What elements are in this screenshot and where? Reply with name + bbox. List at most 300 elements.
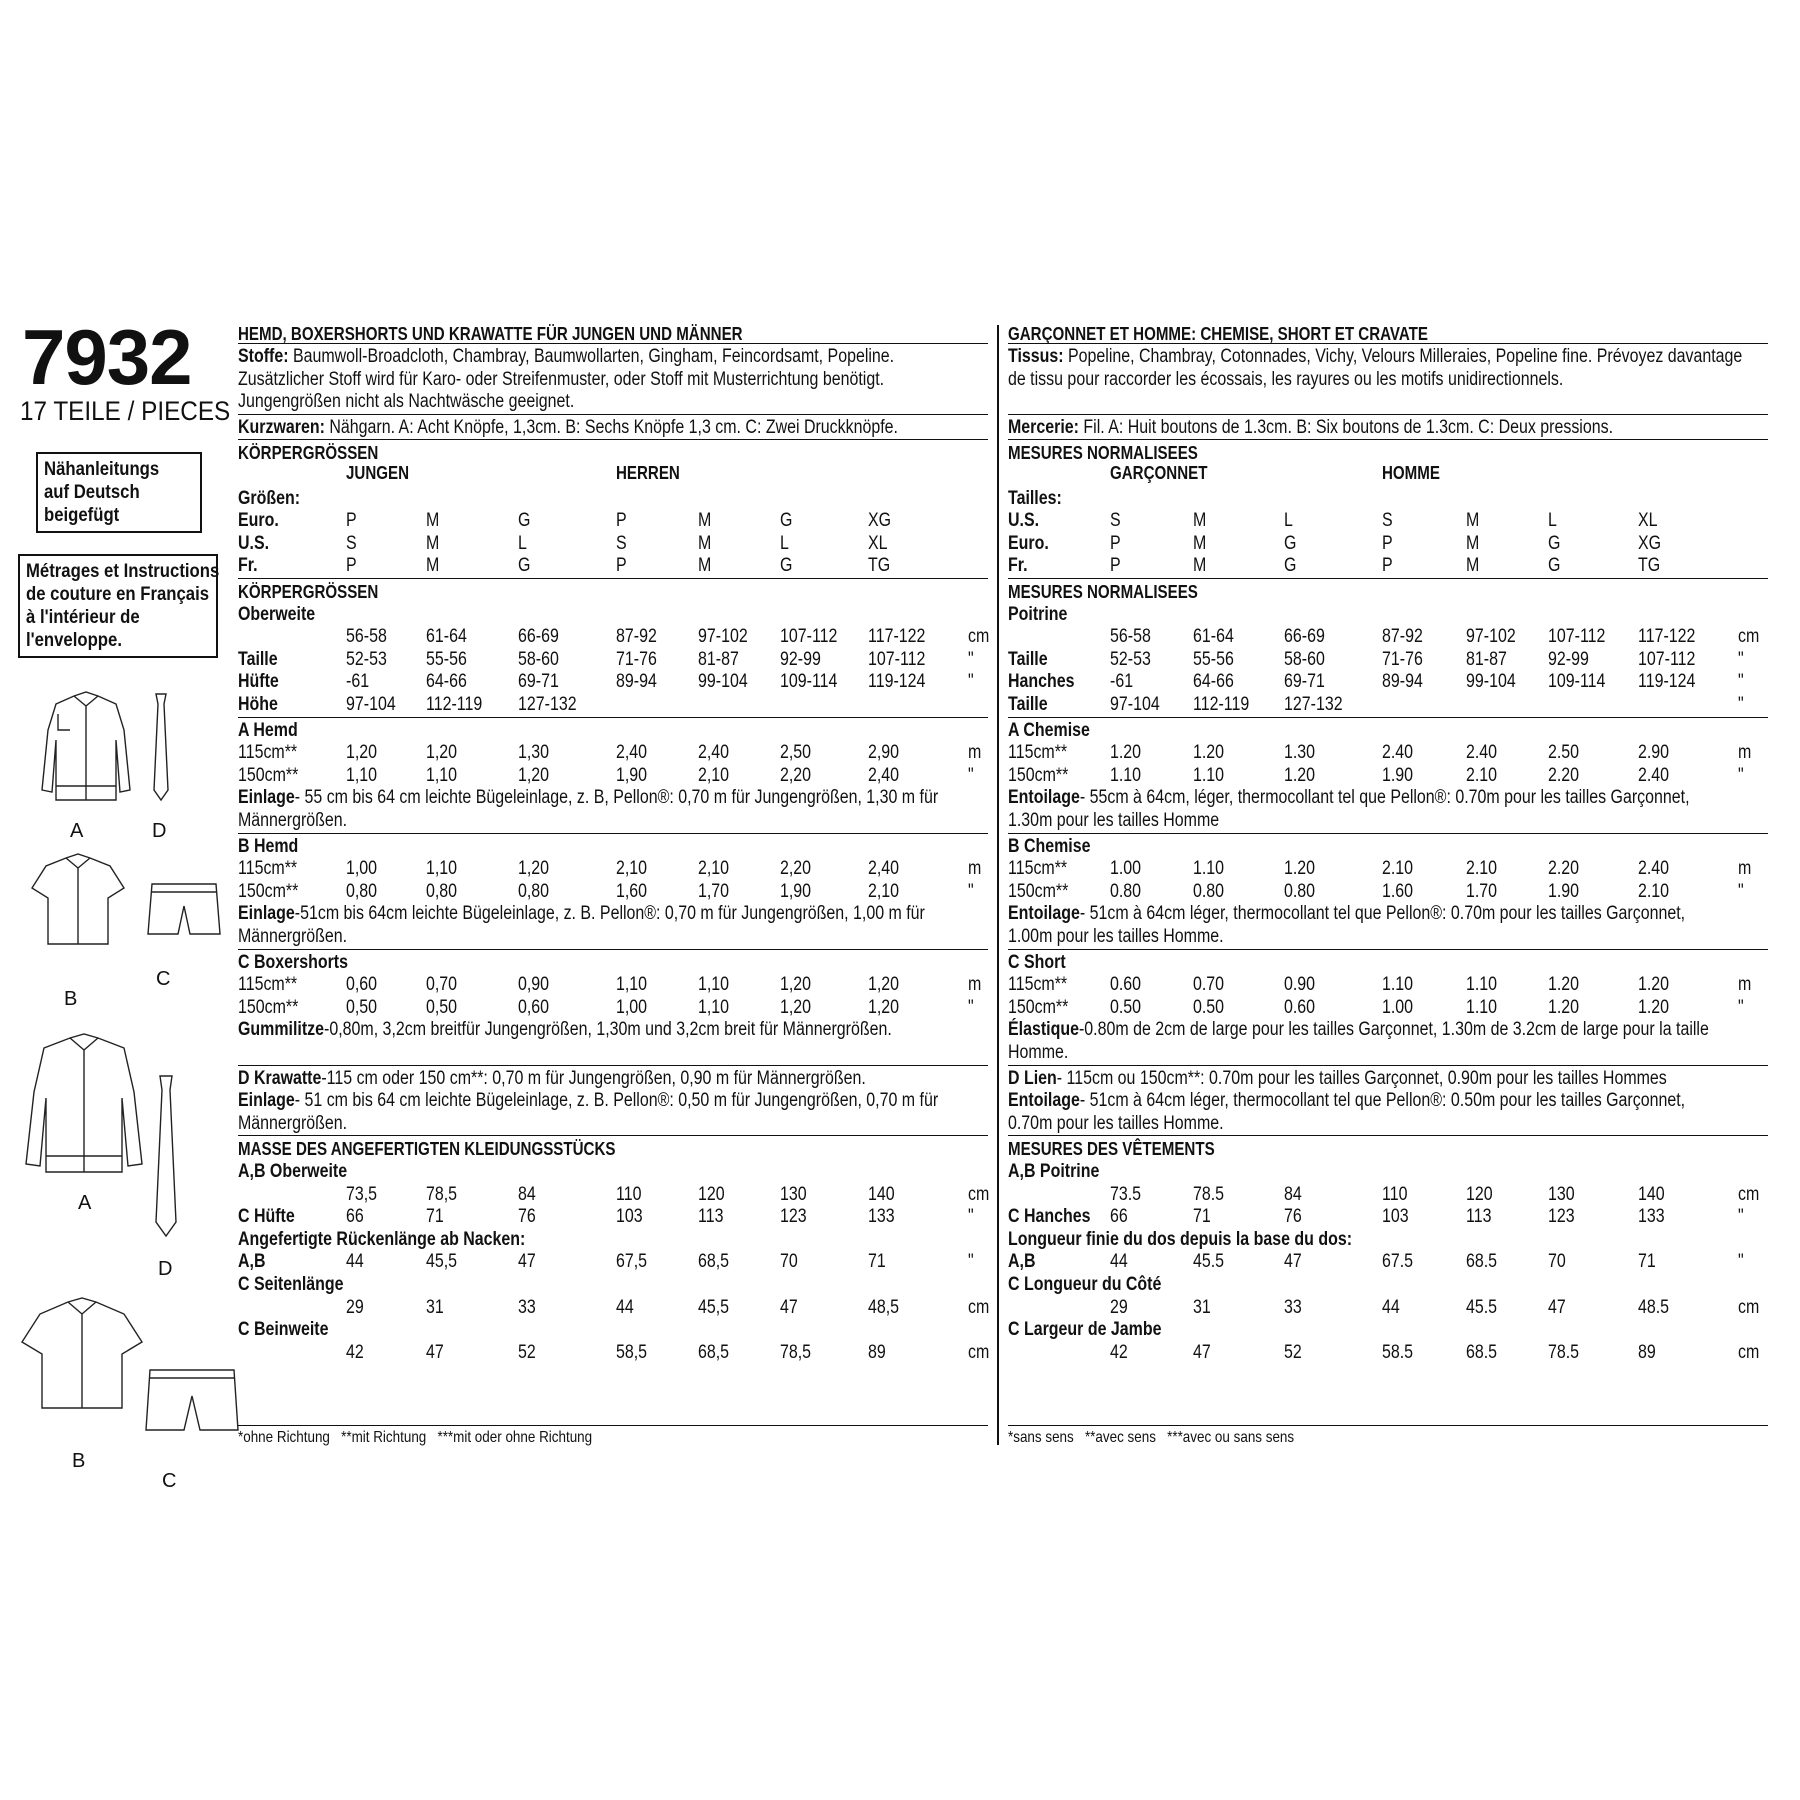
size-row-value: P — [616, 510, 627, 532]
size-row-value: G — [780, 555, 793, 577]
measure-row-unit: " — [1738, 648, 1744, 670]
pattern-number: 7932 — [22, 313, 192, 401]
measure-row-value: 127-132 — [518, 694, 577, 715]
yardage-row-value: 1.00 — [1110, 858, 1142, 880]
measure-row-label: Taille — [1008, 648, 1048, 670]
measure-row-value: 55-56 — [426, 648, 467, 670]
fabrics-line: Jungengrößen nicht als Nachtwäsche geeignet. — [238, 391, 575, 413]
finished-label: Angefertigte Rückenlänge ab Nacken: — [238, 1228, 526, 1250]
yardage-row-value: 2,40 — [616, 742, 648, 764]
finished-row-value: 70 — [780, 1251, 798, 1273]
finished-row-unit: cm — [968, 1296, 990, 1318]
finished-row-label: C Hüfte — [238, 1206, 295, 1228]
yardage-row-unit: " — [1738, 764, 1744, 786]
view-label: A — [78, 1192, 92, 1214]
measure-row-value: 97-102 — [1466, 626, 1516, 648]
finished-row-value: 73.5 — [1110, 1183, 1142, 1205]
finished-row-value: 84 — [1284, 1183, 1302, 1205]
elastic — [238, 1019, 892, 1041]
yardage-row-value: 0,80 — [426, 880, 458, 902]
finished-row-value: 47 — [518, 1251, 536, 1273]
finished-row-value: 44 — [346, 1251, 364, 1273]
yardage-row-value: 1.00 — [1382, 996, 1414, 1018]
size-row-value: M — [426, 555, 440, 577]
size-row-value: XG — [868, 510, 892, 532]
view-label: B — [72, 1450, 86, 1472]
size-row-value: S — [1382, 510, 1393, 532]
finished-row-unit: " — [1738, 1251, 1744, 1273]
size-row-label: U.S. — [1008, 510, 1040, 532]
measure-row-value: 71-76 — [1382, 648, 1423, 670]
measure-row-value: 117-122 — [1638, 626, 1696, 648]
sizes-label: Tailles: — [1008, 487, 1062, 509]
view-label: C — [156, 968, 171, 990]
yardage-row-value: 1,00 — [346, 858, 378, 880]
fabrics-label: Tissus: — [1008, 346, 1064, 367]
interfacing — [238, 787, 938, 809]
finished-measurements-heading: MESURES DES VÊTEMENTS — [1008, 1139, 1215, 1160]
finished-row-value: 66 — [346, 1206, 364, 1228]
size-row-value: M — [698, 532, 712, 554]
finished-row-value: 76 — [1284, 1206, 1302, 1228]
measure-row-value: 89-94 — [1382, 671, 1423, 693]
finished-row-value: 84 — [518, 1183, 536, 1205]
finished-row-value: 120 — [698, 1183, 725, 1205]
notions-text: Fil. A: Huit boutons de 1.3cm. B: Six boutons de 1.3cm. C: Deux pressions. — [1078, 416, 1614, 438]
finished-row-value: 66 — [1110, 1206, 1128, 1228]
elastic — [1008, 1019, 1709, 1041]
yardage-row-value: 1,20 — [518, 764, 550, 786]
view-b-heading: B Chemise — [1008, 835, 1091, 857]
measure-row-value: 107-112 — [1548, 626, 1606, 648]
finished-row-value: 89 — [868, 1341, 886, 1363]
measure-row-unit: cm — [1738, 626, 1760, 648]
fr-box-line: de couture en Français — [26, 584, 210, 605]
finished-row-value: 31 — [426, 1296, 444, 1318]
size-row-value: G — [518, 510, 531, 532]
section-rule — [238, 439, 988, 440]
interfacing-label: Einlage — [238, 1090, 295, 1112]
finished-row-value: 113 — [1466, 1206, 1492, 1228]
finished-row-value: 89 — [1638, 1341, 1656, 1363]
measure-row-value: 61-64 — [1193, 626, 1234, 648]
interfacing-text: - 51cm à 64cm léger, thermocollant tel que Pellon®: 0.70m pour les tailles Garçonnet, — [1079, 903, 1686, 925]
yardage-row-value: 0,80 — [346, 880, 378, 902]
measure-row-value: 119-124 — [868, 671, 926, 693]
finished-row-value: 78.5 — [1548, 1341, 1580, 1363]
measure-row-value: 58-60 — [1284, 648, 1325, 670]
yardage-row-value: 2,90 — [868, 742, 900, 764]
interfacing-text: - 55cm à 64cm, léger, thermocollant tel que Pellon®: 0.70m pour les tailles Garçonnet, — [1079, 787, 1690, 809]
view-c-heading: C Boxershorts — [238, 951, 348, 973]
size-row-value: TG — [868, 555, 891, 577]
interfacing-label: Entoilage — [1008, 1090, 1080, 1112]
finished-row-value: 33 — [518, 1296, 536, 1318]
yardage-row-value: 1.10 — [1193, 764, 1225, 786]
size-row-value: M — [426, 532, 440, 554]
yardage-row-value: 0,80 — [518, 880, 550, 902]
interfacing-line: 1.30m pour les tailles Homme — [1008, 810, 1220, 831]
finished-row-value: 120 — [1466, 1183, 1493, 1205]
fabrics-text: Baumwoll-Broadcloth, Chambray, Baumwollarten, Gingham, Feincordsamt, Popeline. — [288, 346, 895, 367]
finished-row-value: 123 — [1548, 1206, 1575, 1228]
elastic-line: Homme. — [1008, 1042, 1069, 1063]
group-men-heading: HOMME — [1382, 463, 1440, 484]
section-rule — [238, 717, 988, 718]
section-title: HEMD, BOXERSHORTS UND KRAWATTE FÜR JUNGEN UND MÄNNER — [238, 324, 743, 344]
finished-label: Longueur finie du dos depuis la base du dos: — [1008, 1228, 1353, 1250]
finished-row-value: 58,5 — [616, 1341, 648, 1363]
section-rule — [1008, 343, 1768, 344]
yardage-row-value: 1.20 — [1193, 742, 1225, 764]
yardage-row-label: 115cm** — [238, 858, 298, 880]
fr-box-line: à l'intérieur de — [26, 607, 140, 628]
yardage-row-value: 0,60 — [346, 974, 378, 996]
group-men-heading: HERREN — [616, 463, 680, 484]
size-row-value: P — [616, 555, 627, 577]
measure-row-value: 99-104 — [1466, 671, 1516, 693]
measure-row-unit: " — [968, 648, 974, 670]
finished-row-value: 123 — [780, 1206, 807, 1228]
tie-yardage — [1008, 1068, 1667, 1090]
size-row-value: M — [698, 555, 712, 577]
fabrics — [238, 346, 894, 368]
interfacing — [238, 1090, 938, 1112]
yardage-row-unit: " — [1738, 880, 1744, 902]
elastic-text: -0,80m, 3,2cm breitfür Jungengrößen, 1,30m und 3,2cm breit für Männergrößen. — [324, 1019, 892, 1041]
column-divider — [997, 325, 999, 1445]
measure-row-value: 92-99 — [780, 648, 821, 670]
finished-row-value: 103 — [616, 1206, 643, 1228]
measure-row-value: 97-102 — [698, 626, 748, 648]
body-measurements-heading: KÖRPERGRÖSSEN — [238, 582, 379, 602]
yardage-row-value: 1,60 — [616, 880, 648, 902]
size-row-value: M — [1466, 555, 1480, 577]
yardage-row-value: 1.10 — [1466, 996, 1498, 1018]
yardage-row-value: 2.20 — [1548, 764, 1580, 786]
yardage-row-value: 2.10 — [1638, 880, 1670, 902]
measure-row-value: 117-122 — [868, 626, 926, 648]
yardage-row-value: 0.90 — [1284, 974, 1316, 996]
interfacing-text: -51cm bis 64cm leichte Bügeleinlage, z. B. Pellon®: 0,70 m für Jungengrößen, 1,00 m für — [294, 903, 925, 925]
finished-row-value: 31 — [1193, 1296, 1211, 1318]
size-row-value: S — [1110, 510, 1121, 532]
finished-row-label: A,B — [238, 1251, 266, 1273]
body-measurements-heading: KÖRPERGRÖSSEN — [238, 443, 379, 464]
yardage-row-value: 0.50 — [1110, 996, 1142, 1018]
measure-row-value: 66-69 — [518, 626, 559, 648]
yardage-row-value: 1,20 — [780, 974, 812, 996]
shirt-short-sleeve-drawing-2 — [18, 1296, 148, 1416]
yardage-row-value: 0.80 — [1110, 880, 1142, 902]
interfacing-label: Einlage — [238, 787, 295, 809]
fr-box-line: Métrages et Instructions — [26, 561, 220, 582]
yardage-row-value: 0.50 — [1193, 996, 1225, 1018]
yardage-row-value: 1,10 — [698, 996, 730, 1018]
measure-row-value: 56-58 — [1110, 626, 1151, 648]
size-row-value: P — [1382, 555, 1393, 577]
yardage-row-value: 0.60 — [1284, 996, 1316, 1018]
chest-label: Poitrine — [1008, 603, 1068, 625]
finished-row-value: 68,5 — [698, 1251, 730, 1273]
yardage-row-value: 1,00 — [616, 996, 648, 1018]
yardage-row-value: 2,20 — [780, 858, 812, 880]
finished-row-value: 48,5 — [868, 1296, 900, 1318]
finished-row-value: 44 — [616, 1296, 634, 1318]
size-row-value: XG — [1638, 532, 1662, 554]
de-box-line: auf Deutsch — [44, 482, 140, 503]
finished-row-value: 71 — [1193, 1206, 1211, 1228]
size-row-value: P — [346, 510, 357, 532]
measure-row-value: 109-114 — [1548, 671, 1606, 693]
measure-row-value: 64-66 — [426, 671, 467, 693]
size-row-value: M — [1193, 555, 1207, 577]
group-boys-heading: GARÇONNET — [1110, 463, 1208, 484]
yardage-row-value: 0,50 — [426, 996, 458, 1018]
size-row-value: P — [1110, 532, 1121, 554]
measure-row-label: Hanches — [1008, 671, 1075, 693]
finished-row-value: 78.5 — [1193, 1183, 1225, 1205]
finished-row-value: 47 — [1284, 1251, 1302, 1273]
section-rule — [1008, 414, 1768, 415]
yardage-row-value: 1.20 — [1638, 996, 1670, 1018]
finished-row-value: 140 — [868, 1183, 895, 1205]
measure-row-value: 109-114 — [780, 671, 838, 693]
finished-row-unit: " — [1738, 1206, 1744, 1228]
measure-row-value: 69-71 — [1284, 671, 1325, 693]
elastic-text: -0.80m de 2cm de large pour les tailles Garçonnet, 1.30m de 3.2cm de large pour la taille — [1078, 1019, 1709, 1041]
yardage-row-unit: m — [1738, 974, 1752, 996]
finished-row-value: 45,5 — [426, 1251, 458, 1273]
measure-row-label: Taille — [238, 648, 278, 670]
measure-row-value: -61 — [346, 671, 370, 693]
measure-row-value: -61 — [1110, 671, 1134, 693]
interfacing-label: Einlage — [238, 903, 295, 925]
section-rule — [238, 414, 988, 415]
finished-row-value: 71 — [1638, 1251, 1656, 1273]
yardage-row-value: 1.30 — [1284, 742, 1316, 764]
yardage-row-label: 150cm** — [238, 996, 299, 1018]
size-row-value: M — [1193, 510, 1207, 532]
measure-row-value: 69-71 — [518, 671, 559, 693]
yardage-row-value: 2,50 — [780, 742, 812, 764]
measure-row-value: 99-104 — [698, 671, 748, 693]
yardage-row-value: 1.20 — [1284, 764, 1316, 786]
finished-row-value: 133 — [868, 1206, 895, 1228]
yardage-row-label: 115cm** — [1008, 974, 1068, 996]
yardage-row-label: 115cm** — [238, 974, 298, 996]
finished-label: C Seitenlänge — [238, 1274, 344, 1295]
section-rule — [1008, 578, 1768, 579]
yardage-row-label: 115cm** — [238, 742, 298, 764]
view-a-heading: A Hemd — [238, 719, 298, 741]
boxer-shorts-drawing-2 — [144, 1366, 244, 1436]
tie-yardage — [238, 1068, 866, 1090]
size-row-value: XL — [868, 532, 888, 554]
measure-row-value: 107-112 — [1638, 648, 1696, 670]
fabrics-line: de tissu pour raccorder les écossais, les rayures ou les motifs unidirectionnels. — [1008, 368, 1564, 390]
yardage-row-value: 0,60 — [518, 996, 550, 1018]
yardage-row-value: 1,20 — [868, 974, 900, 996]
finished-row-value: 33 — [1284, 1296, 1302, 1318]
measure-row-value: 52-53 — [346, 648, 387, 670]
size-row-value: P — [1110, 555, 1121, 577]
section-rule — [1008, 1135, 1768, 1136]
interfacing-line: Männergrößen. — [238, 926, 348, 947]
section-rule — [1008, 1425, 1768, 1426]
yardage-row-value: 1,90 — [780, 880, 812, 902]
measure-row-value: 64-66 — [1193, 671, 1234, 693]
group-boys-heading: JUNGEN — [346, 463, 410, 484]
measure-row-value: 81-87 — [698, 648, 739, 670]
yardage-row-label: 115cm** — [1008, 858, 1068, 880]
size-row-value: M — [1466, 532, 1480, 554]
yardage-row-value: 1.20 — [1110, 742, 1142, 764]
yardage-row-value: 2.10 — [1466, 764, 1498, 786]
finished-row-value: 67.5 — [1382, 1251, 1414, 1273]
finished-row-value: 58.5 — [1382, 1341, 1414, 1363]
interfacing-label: Entoilage — [1008, 903, 1080, 925]
measure-row-value: 66-69 — [1284, 626, 1325, 648]
yardage-row-value: 1.10 — [1466, 974, 1498, 996]
size-row-value: L — [1284, 510, 1293, 532]
section-rule — [1008, 833, 1768, 834]
interfacing — [238, 903, 925, 925]
section-rule — [1008, 439, 1768, 440]
finished-row-label: C Hanches — [1008, 1206, 1091, 1228]
tie-yardage-text: - 115cm ou 150cm**: 0.70m pour les tailles Garçonnet, 0.90m pour les tailles Hommes — [1056, 1067, 1667, 1089]
measure-row-label: Taille — [1008, 694, 1048, 715]
finished-row-value: 48.5 — [1638, 1296, 1670, 1318]
view-label: B — [64, 988, 78, 1010]
measure-row-label: Höhe — [238, 694, 278, 715]
tie-drawing — [146, 690, 176, 805]
finished-label: A,B Poitrine — [1008, 1161, 1100, 1182]
fabrics-line: Zusätzlicher Stoff wird für Karo- oder Streifenmuster, oder Stoff mit Musterrichtung benötigt. — [238, 368, 885, 390]
finished-label: C Beinweite — [238, 1319, 329, 1341]
yardage-row-value: 1,90 — [616, 764, 648, 786]
size-row-label: U.S. — [238, 532, 270, 554]
yardage-row-value: 0,90 — [518, 974, 550, 996]
view-label: D — [152, 820, 167, 842]
interfacing-line: 0.70m pour les tailles Homme. — [1008, 1112, 1224, 1134]
finished-row-value: 47 — [426, 1341, 444, 1363]
yardage-row-value: 1.10 — [1110, 764, 1142, 786]
yardage-row-unit: m — [1738, 858, 1752, 880]
yardage-row-value: 1.20 — [1548, 974, 1580, 996]
finished-row-unit: cm — [968, 1183, 990, 1205]
shirt-long-sleeve-drawing — [36, 690, 136, 805]
size-row-value: S — [346, 532, 357, 554]
finished-row-value: 44 — [1110, 1251, 1128, 1273]
finished-row-value: 113 — [698, 1206, 724, 1228]
finished-row-unit: " — [968, 1206, 974, 1228]
size-row-value: G — [518, 555, 531, 577]
yardage-row-value: 1.20 — [1548, 996, 1580, 1018]
finished-row-unit: cm — [1738, 1183, 1760, 1205]
size-row-value: M — [698, 510, 712, 532]
yardage-row-unit: m — [968, 974, 982, 996]
measure-row-unit: " — [1738, 671, 1744, 693]
size-row-value: TG — [1638, 555, 1661, 577]
german-instructions-box — [36, 452, 202, 533]
yardage-row-value: 2,10 — [698, 858, 730, 880]
yardage-row-value: 1.90 — [1548, 880, 1580, 902]
interfacing-label: Entoilage — [1008, 787, 1080, 809]
finished-row-value: 71 — [868, 1251, 886, 1273]
view-c-heading: C Short — [1008, 951, 1066, 973]
yardage-row-value: 2,40 — [698, 742, 730, 764]
yardage-row-value: 1,20 — [868, 996, 900, 1018]
size-row-value: L — [780, 532, 789, 554]
size-row-label: Euro. — [238, 510, 279, 532]
finished-row-value: 140 — [1638, 1183, 1665, 1205]
size-row-value: L — [518, 532, 527, 554]
sizes-label: Größen: — [238, 487, 301, 509]
yardage-row-label: 115cm** — [1008, 742, 1068, 764]
finished-row-unit: cm — [1738, 1296, 1760, 1318]
yardage-row-unit: " — [968, 764, 974, 786]
yardage-row-value: 2.10 — [1466, 858, 1498, 880]
measure-row-value: 127-132 — [1284, 694, 1343, 715]
yardage-row-value: 1.10 — [1193, 858, 1225, 880]
finished-label: A,B Oberweite — [238, 1161, 348, 1182]
notions — [238, 417, 898, 439]
finished-row-value: 29 — [1110, 1296, 1128, 1318]
measure-row-value: 87-92 — [616, 626, 657, 648]
yardage-row-label: 150cm** — [1008, 764, 1069, 786]
measure-row-unit: cm — [968, 626, 990, 648]
yardage-row-value: 2.40 — [1638, 858, 1670, 880]
yardage-row-value: 1,70 — [698, 880, 730, 902]
finished-row-label: A,B — [1008, 1251, 1036, 1273]
interfacing — [1008, 903, 1685, 925]
finished-row-value: 67,5 — [616, 1251, 648, 1273]
yardage-row-value: 1,20 — [780, 996, 812, 1018]
yardage-row-value: 2,10 — [868, 880, 900, 902]
finished-row-value: 42 — [1110, 1341, 1128, 1363]
size-row-value: L — [1548, 510, 1557, 532]
shirt-long-sleeve-drawing-2 — [20, 1032, 150, 1182]
fabrics-text: Popeline, Chambray, Cotonnades, Vichy, Velours Milleraies, Popeline fine. Prévoyez davantage — [1063, 346, 1743, 367]
yardage-row-label: 150cm** — [238, 764, 299, 786]
yardage-row-label: 150cm** — [1008, 996, 1069, 1018]
measure-row-value: 71-76 — [616, 648, 657, 670]
finished-row-value: 76 — [518, 1206, 536, 1228]
yardage-row-value: 1,20 — [518, 858, 550, 880]
interfacing-line: Männergrößen. — [238, 1112, 348, 1134]
size-row-value: G — [1284, 532, 1297, 554]
finished-row-value: 110 — [616, 1183, 642, 1205]
finished-row-value: 52 — [518, 1341, 536, 1363]
interfacing — [1008, 1090, 1685, 1112]
finished-row-value: 78,5 — [780, 1341, 812, 1363]
section-rule — [238, 833, 988, 834]
yardage-row-value: 2.10 — [1382, 858, 1414, 880]
measure-row-value: 81-87 — [1466, 648, 1507, 670]
yardage-row-value: 2.90 — [1638, 742, 1670, 764]
yardage-row-value: 2.40 — [1382, 742, 1414, 764]
yardage-row-value: 1.60 — [1382, 880, 1414, 902]
finished-row-value: 68,5 — [698, 1341, 730, 1363]
size-row-value: P — [1382, 532, 1393, 554]
fabrics-label: Stoffe: — [238, 346, 289, 367]
section-rule — [238, 1135, 988, 1136]
measure-row-value: 92-99 — [1548, 648, 1589, 670]
interfacing-text: - 55 cm bis 64 cm leichte Bügeleinlage, z. B, Pellon®: 0,70 m für Jungengrößen, 1,30 m für — [294, 787, 939, 809]
yardage-row-value: 0,50 — [346, 996, 378, 1018]
yardage-row-value: 1.90 — [1382, 764, 1414, 786]
